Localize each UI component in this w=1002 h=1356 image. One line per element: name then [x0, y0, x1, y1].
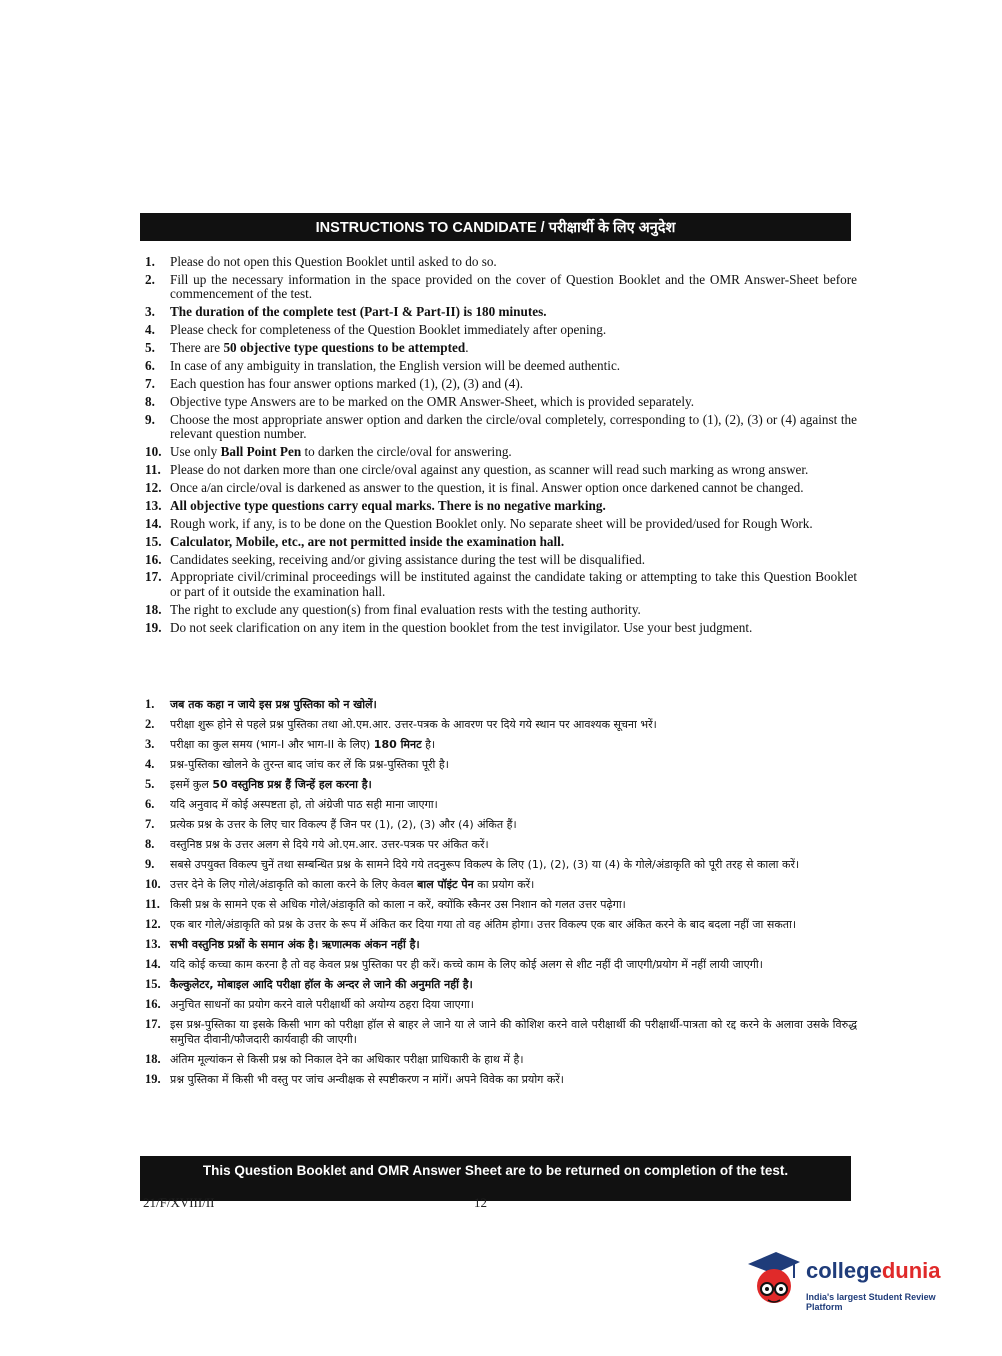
instruction-text: अनुचित साधनों का प्रयोग करने वाले परीक्षार्थी को अयोग्य ठहरा दिया जाएगा।	[170, 998, 474, 1011]
instruction-number: 6.	[145, 358, 155, 374]
instruction-text: प्रश्न पुस्तिका में किसी भी वस्तु पर जांच अन्वीक्षक से स्पष्टीकरण न मांगें। अपने विवेक का प्रयोग करें।	[170, 1073, 564, 1086]
instruction-number: 4.	[145, 757, 155, 771]
logo-wordmark	[806, 1258, 940, 1284]
instruction-text: Calculator, Mobile, etc., are not permitted inside the examination hall.	[170, 533, 565, 549]
instruction-text-strong: 50 objective type questions to be attempted	[223, 340, 466, 356]
instruction-text: In case of any ambiguity in translation, the English version will be deemed authentic.	[170, 358, 621, 374]
instruction-item	[140, 517, 857, 532]
instruction-text: All objective type questions carry equal marks. There is no negative marking.	[170, 497, 606, 513]
instruction-text: Please check for completeness of the Question Booklet immediately after opening.	[170, 322, 607, 338]
instruction-text	[170, 444, 512, 459]
instruction-text-pre: इसमें कुल	[170, 778, 213, 791]
instruction-number: 16.	[145, 997, 161, 1011]
instruction-item	[140, 413, 857, 442]
instruction-item	[140, 570, 857, 599]
return-notice-banner: This Question Booklet and OMR Answer Sheet are to be returned on completion of the test.	[140, 1156, 851, 1201]
instruction-text: The right to exclude any question(s) from final evaluation rests with the testing authority.	[170, 601, 641, 617]
instruction-number: 5.	[145, 777, 155, 791]
instruction-item	[140, 777, 857, 792]
instruction-number: 7.	[145, 375, 155, 391]
instruction-item	[140, 445, 857, 460]
instruction-item	[140, 323, 857, 338]
instruction-text: एक बार गोले/अंडाकृति को प्रश्न के उत्तर के रूप में अंकित कर दिया गया तो वह अंतिम होगा। उत्तर विकल्प एक बार अंकित करने के बाद बदला नहीं जा सकता।	[170, 918, 797, 931]
instruction-item	[140, 553, 857, 568]
instruction-item	[140, 957, 857, 972]
instruction-number: 8.	[145, 837, 155, 851]
instruction-item	[140, 697, 857, 712]
instruction-item	[140, 757, 857, 772]
instruction-text	[170, 878, 534, 891]
instruction-text: The duration of the complete test (Part-I & Part-II) is 180 minutes.	[170, 304, 547, 320]
instruction-item	[140, 621, 857, 636]
instruction-number: 5.	[145, 340, 155, 356]
instruction-text-strong: बाल पॉइंट पेन	[417, 878, 474, 891]
instruction-number: 15.	[145, 533, 162, 549]
instruction-number: 2.	[145, 271, 155, 287]
instruction-item	[140, 341, 857, 356]
instruction-text: किसी प्रश्न के सामने एक से अधिक गोले/अंडाकृति को काला न करें, क्योंकि स्कैनर उस निशान को गलत उत्तर पढ़ेगा।	[170, 898, 626, 911]
instruction-item	[140, 377, 857, 392]
instruction-number: 9.	[145, 411, 155, 427]
collegedunia-logo	[744, 1248, 974, 1318]
instruction-text: परीक्षा शुरू होने से पहले प्रश्न पुस्तिका तथा ओ.एम.आर. उत्तर-पत्रक के आवरण पर दिये गये स्थान पर आवश्यक सूचना भरें।	[170, 718, 657, 731]
instruction-text: यदि कोई कच्चा काम करना है तो वह केवल प्रश्न पुस्तिका पर ही करें। कच्चे काम के लिए कोई अलग से शीट नहीं दी जाएगी/प्रयोग में नहीं लायी जाएगी।	[170, 958, 763, 971]
instruction-number: 17.	[145, 1017, 161, 1031]
instruction-item	[140, 937, 857, 952]
instruction-item	[140, 255, 857, 270]
instruction-text: प्रश्न-पुस्तिका खोलने के तुरन्त बाद जांच कर लें कि प्रश्न-पुस्तिका पूरी है।	[170, 758, 449, 771]
instruction-number: 10.	[145, 444, 162, 460]
instruction-number: 11.	[145, 897, 160, 911]
instruction-item	[140, 737, 857, 752]
instruction-number: 12.	[145, 917, 161, 931]
instruction-text-post: का प्रयोग करें।	[473, 878, 535, 891]
instruction-text: कैल्कुलेटर, मोबाइल आदि परीक्षा हॉल के अन्दर ले जाने की अनुमति नहीं है।	[170, 978, 473, 991]
instruction-number: 10.	[145, 877, 161, 891]
booklet-code: 21/F/XVIII/II	[143, 1195, 215, 1210]
instruction-item	[140, 997, 857, 1012]
instruction-text: Please do not darken more than one circle/oval against any question, as scanner will read such marking as wrong answer.	[170, 462, 809, 478]
instruction-number: 1.	[145, 697, 155, 711]
instruction-number: 1.	[145, 254, 155, 269]
instruction-item	[140, 1072, 857, 1087]
instruction-item	[140, 481, 857, 496]
logo-word-college: college	[806, 1258, 882, 1283]
instruction-text: Choose the most appropriate answer option and darken the circle/oval completely, corresponding to (1), (2), (3) or (4) against the relevant question number.	[170, 411, 857, 442]
logo-word-dunia: dunia	[881, 1258, 941, 1283]
instruction-text: वस्तुनिष्ठ प्रश्न के उत्तर अलग से दिये गये ओ.एम.आर. उत्तर-पत्रक पर अंकित करें।	[170, 838, 489, 851]
instruction-item	[140, 977, 857, 992]
instruction-text: Please do not open this Question Booklet until asked to do so.	[170, 254, 497, 269]
instruction-number: 14.	[145, 957, 161, 971]
instruction-item	[140, 1017, 857, 1047]
instruction-text: Each question has four answer options marked (1), (2), (3) and (4).	[170, 375, 524, 391]
instruction-text-post: है।	[421, 738, 436, 751]
instruction-text: यदि अनुवाद में कोई अस्पष्टता हो, तो अंग्रेजी पाठ सही माना जाएगा।	[170, 798, 438, 811]
instruction-item	[140, 305, 857, 320]
instruction-text: Objective type Answers are to be marked on the OMR Answer-Sheet, which is provided separately.	[170, 393, 695, 409]
graduate-mascot-icon	[744, 1248, 802, 1310]
instruction-text: सबसे उपयुक्त विकल्प चुनें तथा सम्बन्धित प्रश्न के सामने दिये गये तदनुरूप विकल्प के लिए (1), (2), (3) या (4) के गोले/अंडाकृति को पूरी तरह से काला करें।	[170, 858, 800, 871]
instruction-item	[140, 717, 857, 732]
instruction-number: 19.	[145, 619, 162, 635]
instruction-item	[140, 797, 857, 812]
instruction-item	[140, 603, 857, 618]
instruction-number: 2.	[145, 717, 155, 731]
instruction-item	[140, 897, 857, 912]
instruction-text-pre: उत्तर देने के लिए गोले/अंडाकृति को काला करने के लिए केवल	[170, 878, 418, 891]
instruction-text: इस प्रश्न-पुस्तिका या इसके किसी भाग को परीक्षा हॉल से बाहर ले जाने या ले जाने की कोशिश करने वाले परीक्षार्थी की परीक्षार्थी-पात्रता को रद्द करने के अलावा उसके विरुद्ध समुचित दीवानी/फौजदारी कार्यवाही की जाएगी।	[170, 1018, 857, 1046]
instruction-item	[140, 273, 857, 302]
instruction-number: 11.	[145, 462, 161, 478]
instruction-text: प्रत्येक प्रश्न के उत्तर के लिए चार विकल्प हैं जिन पर (1), (2), (3) और (4) अंकित हैं।	[170, 818, 517, 831]
instruction-text: Do not seek clarification on any item in the question booklet from the test invigilator. Use your best judgment.	[170, 619, 753, 635]
instruction-text: Once a/an circle/oval is darkened as answer to the question, it is final. Answer option once darkened cannot be changed.	[170, 479, 804, 495]
instruction-text-strong: Ball Point Pen	[220, 444, 302, 460]
instruction-text-pre: There are	[170, 340, 224, 356]
instruction-number: 9.	[145, 857, 155, 871]
instruction-text-post: to darken the circle/oval for answering.	[301, 444, 512, 460]
instruction-number: 17.	[145, 569, 162, 585]
hindi-instructions-list	[140, 697, 857, 1092]
instruction-text	[170, 738, 435, 751]
instructions-header: INSTRUCTIONS TO CANDIDATE / परीक्षार्थी के लिए अनुदेश	[140, 213, 851, 241]
instruction-number: 18.	[145, 601, 162, 617]
instruction-item	[140, 463, 857, 478]
instruction-text: अंतिम मूल्यांकन से किसी प्रश्न को निकाल देने का अधिकार परीक्षा प्राधिकारी के हाथ में है।	[170, 1053, 524, 1066]
instruction-number: 13.	[145, 497, 162, 513]
instruction-text: Candidates seeking, receiving and/or giving assistance during the test will be disqualified.	[170, 551, 646, 567]
instruction-number: 7.	[145, 817, 155, 831]
instruction-text-pre: Use only	[170, 444, 221, 460]
instruction-text-pre: परीक्षा का कुल समय (भाग-I और भाग-II के लिए)	[170, 738, 374, 751]
instruction-text	[170, 778, 372, 791]
page-number: 12	[474, 1195, 487, 1210]
instruction-item	[140, 535, 857, 550]
instruction-number: 12.	[145, 479, 162, 495]
instruction-text: Fill up the necessary information in the space provided on the cover of Question Booklet and the OMR Answer-Sheet before commencement of the test.	[170, 271, 857, 302]
instruction-text: Appropriate civil/criminal proceedings will be instituted against the candidate taking or attempting to take this Question Booklet or part of it outside the examination hall.	[170, 569, 857, 600]
instruction-item	[140, 837, 857, 852]
instruction-number: 3.	[145, 304, 155, 320]
instruction-number: 18.	[145, 1052, 161, 1066]
instruction-number: 13.	[145, 937, 161, 951]
instruction-number: 3.	[145, 737, 155, 751]
instruction-number: 15.	[145, 977, 161, 991]
instruction-item	[140, 359, 857, 374]
instruction-number: 4.	[145, 322, 155, 338]
instruction-number: 8.	[145, 393, 155, 409]
instruction-number: 16.	[145, 551, 162, 567]
instruction-number: 14.	[145, 515, 162, 531]
instruction-item	[140, 395, 857, 410]
instruction-number: 6.	[145, 797, 155, 811]
english-instructions-list	[140, 255, 857, 639]
instruction-number: 19.	[145, 1072, 161, 1086]
instruction-item	[140, 857, 857, 872]
instruction-text: जब तक कहा न जाये इस प्रश्न पुस्तिका को न खोलें।	[170, 698, 377, 711]
instruction-text: सभी वस्तुनिष्ठ प्रश्नों के समान अंक है। ऋणात्मक अंकन नहीं है।	[170, 938, 420, 951]
instruction-text-strong: 180 मिनट	[373, 738, 422, 751]
instruction-text	[170, 340, 469, 355]
instruction-text-post: .	[465, 340, 469, 356]
instruction-item	[140, 817, 857, 832]
instruction-item	[140, 1052, 857, 1067]
logo-tagline: India's largest Student Review Platform	[806, 1292, 936, 1312]
instruction-item	[140, 499, 857, 514]
instruction-item	[140, 877, 857, 892]
instruction-item	[140, 917, 857, 932]
instruction-text: Rough work, if any, is to be done on the Question Booklet only. No separate sheet will be provided/used for Rough Work.	[170, 515, 813, 531]
instruction-text-strong: 50 वस्तुनिष्ठ प्रश्न हैं जिन्हें हल करना है।	[212, 778, 372, 791]
